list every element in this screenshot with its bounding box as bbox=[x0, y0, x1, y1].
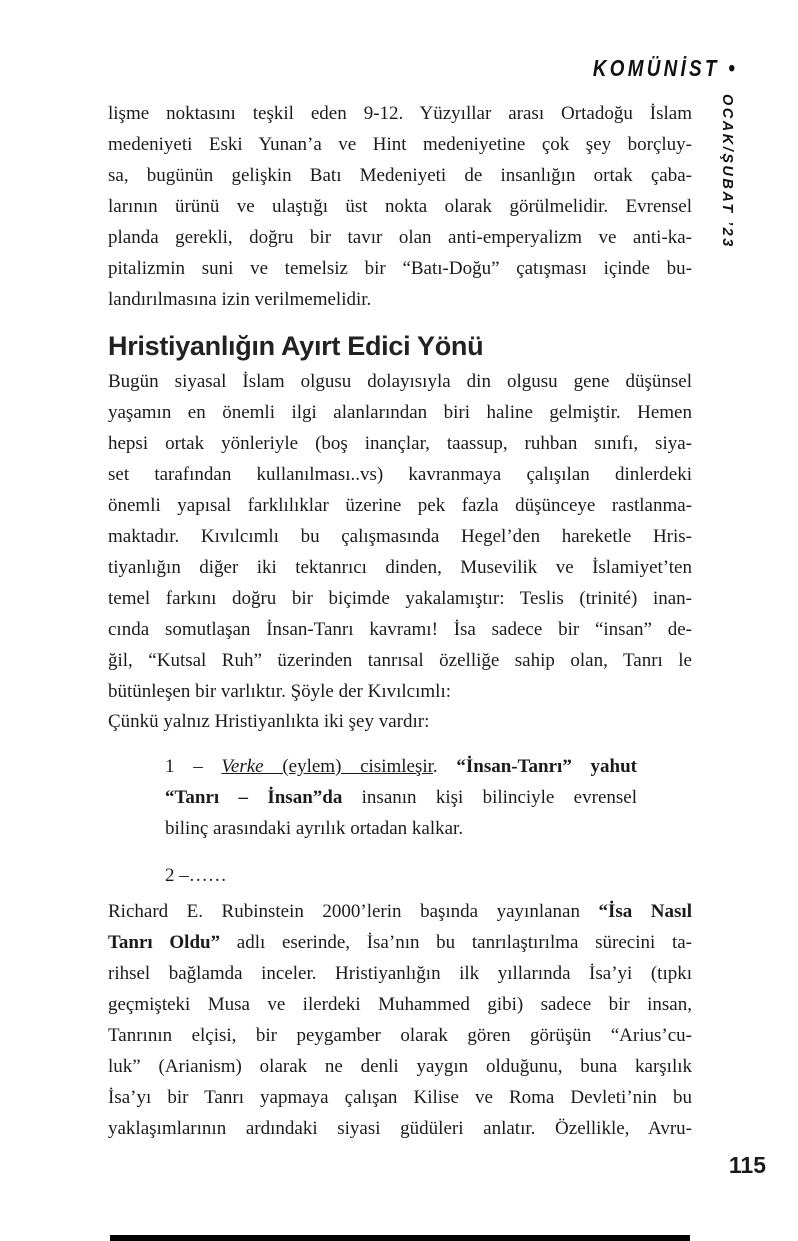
body-line: larının ürünü ve ulaştığı üst nokta olarak görülmelidir. Evrensel bbox=[108, 196, 692, 217]
body-line: yaklaşımlarının ardındaki siyasi güdüleri anlatır. Özellikle, Avru- bbox=[108, 1118, 692, 1139]
body-line: lişme noktasını teşkil eden 9-12. Yüzyıllar arası Ortadoğu İslam bbox=[108, 103, 692, 124]
body-line: Bugün siyasal İslam olgusu dolayısıyla din olgusu gene düşünsel bbox=[108, 371, 692, 392]
quote-block bbox=[165, 751, 637, 844]
body-line: set tarafından kullanılması..vs) kavranmaya çalışılan dinlerdeki bbox=[108, 464, 692, 485]
body-line: planda gerekli, doğru bir tavır olan anti-emperyalizm ve anti-ka- bbox=[108, 227, 692, 248]
body-line: sa, bugünün gelişkin Batı Medeniyeti de insanlığın ortak çaba- bbox=[108, 165, 692, 186]
body-line: luk” (Arianism) olarak ne denli yaygın olduğunu, buna karşılık bbox=[108, 1056, 692, 1077]
page-number: 115 bbox=[728, 1152, 766, 1178]
body-line: Tanrının elçisi, bir peygamber olarak gören görüşün “Arius’cu- bbox=[108, 1025, 692, 1046]
body-line: önemli yapısal farklılıklar üzerine pek fazla düşünceye rastlanma- bbox=[108, 495, 692, 516]
book-title-bold: Tanrı Oldu” bbox=[108, 932, 221, 953]
body-line bbox=[108, 896, 692, 927]
body-regular-text: Richard E. Rubinstein 2000’lerin başında yayınlanan bbox=[108, 901, 599, 922]
quote-line bbox=[165, 782, 637, 813]
quote-underline-text: (eylem) cisimleşir bbox=[263, 756, 433, 777]
quote-separator: . bbox=[432, 756, 457, 777]
quote-term-italic-underline: Verke bbox=[221, 756, 264, 777]
body-line: ğil, “Kutsal Ruh” üzerinden tanrısal özelliğe sahip olan, Tanrı le bbox=[108, 650, 692, 671]
book-title-bold: “İsa Nasıl bbox=[598, 901, 692, 922]
body-line: İsa’yı bir Tanrı yapmaya çalışan Kilise ve Roma Devleti’nin bu bbox=[108, 1087, 692, 1108]
issue-date-vertical-label: OCAK/ŞUBAT ’23 bbox=[719, 94, 735, 249]
body-regular-text: adlı eserinde, İsa’nın bu tanrılaştırılma sürecini ta- bbox=[220, 932, 692, 953]
body-line: temel farkını doğru bir biçimde yakalamıştır: Teslis (trinité) inan- bbox=[108, 588, 692, 609]
body-line: landırılmasına izin verilmemelidir. bbox=[108, 289, 372, 310]
body-line: maktadır. Kıvılcımlı bu çalışmasında Hegel’den hareketle Hris- bbox=[108, 526, 692, 547]
quote-bold-text: “Tanrı – İnsan”da bbox=[165, 787, 343, 808]
body-line: medeniyeti Eski Yunan’a ve Hint medeniyetine çok şey borçluy- bbox=[108, 134, 692, 155]
paragraph-2 bbox=[108, 366, 692, 707]
quote-item-2: 2 –…… bbox=[165, 865, 227, 886]
paragraph-1 bbox=[108, 98, 692, 315]
quote-line bbox=[165, 751, 637, 782]
magazine-title: KOMÜNİST • bbox=[592, 55, 738, 81]
body-line: cında somutlaşan İnsan-Tanrı kavramı! İsa sadece bir “insan” de- bbox=[108, 619, 692, 640]
body-line: yaşamın en önemli ilgi alanlarından biri haline gelmiştir. Hemen bbox=[108, 402, 692, 423]
quote-bold-text: “İnsan-Tanrı” yahut bbox=[456, 756, 637, 777]
body-line: hepsi ortak yönleriyle (boş inançlar, taassup, ruhban sınıfı, siya- bbox=[108, 433, 692, 454]
paragraph-4 bbox=[108, 896, 692, 1144]
body-line: rihsel bağlamda inceler. Hristiyanlığın ilk yıllarında İsa’yi (tıpkı bbox=[108, 963, 692, 984]
body-line: geçmişteki Musa ve ilerdeki Muhammed gibi) sadece bir insan, bbox=[108, 994, 692, 1015]
quote-line: bilinç arasındaki ayrılık ortadan kalkar. bbox=[165, 818, 464, 839]
body-line: pitalizmin suni ve temelsiz bir “Batı-Doğu” çatışması içinde bu- bbox=[108, 258, 692, 279]
paragraph-3: Çünkü yalnız Hristiyanlıkta iki şey vardır: bbox=[108, 711, 430, 732]
body-line: tiyanlığın diğer iki tektanrıcı dinden, Musevilik ve İslamiyet’ten bbox=[108, 557, 692, 578]
body-line: bütünleşen bir varlıktır. Şöyle der Kıvılcımlı: bbox=[108, 681, 452, 702]
quote-regular-text: insanın kişi bilinciyle evrensel bbox=[342, 787, 637, 808]
quote-item-number: 1 – bbox=[165, 756, 222, 777]
section-heading: Hristiyanlığın Ayırt Edici Yönü bbox=[108, 331, 484, 361]
body-line bbox=[108, 927, 692, 958]
footer-rule bbox=[110, 1235, 690, 1241]
